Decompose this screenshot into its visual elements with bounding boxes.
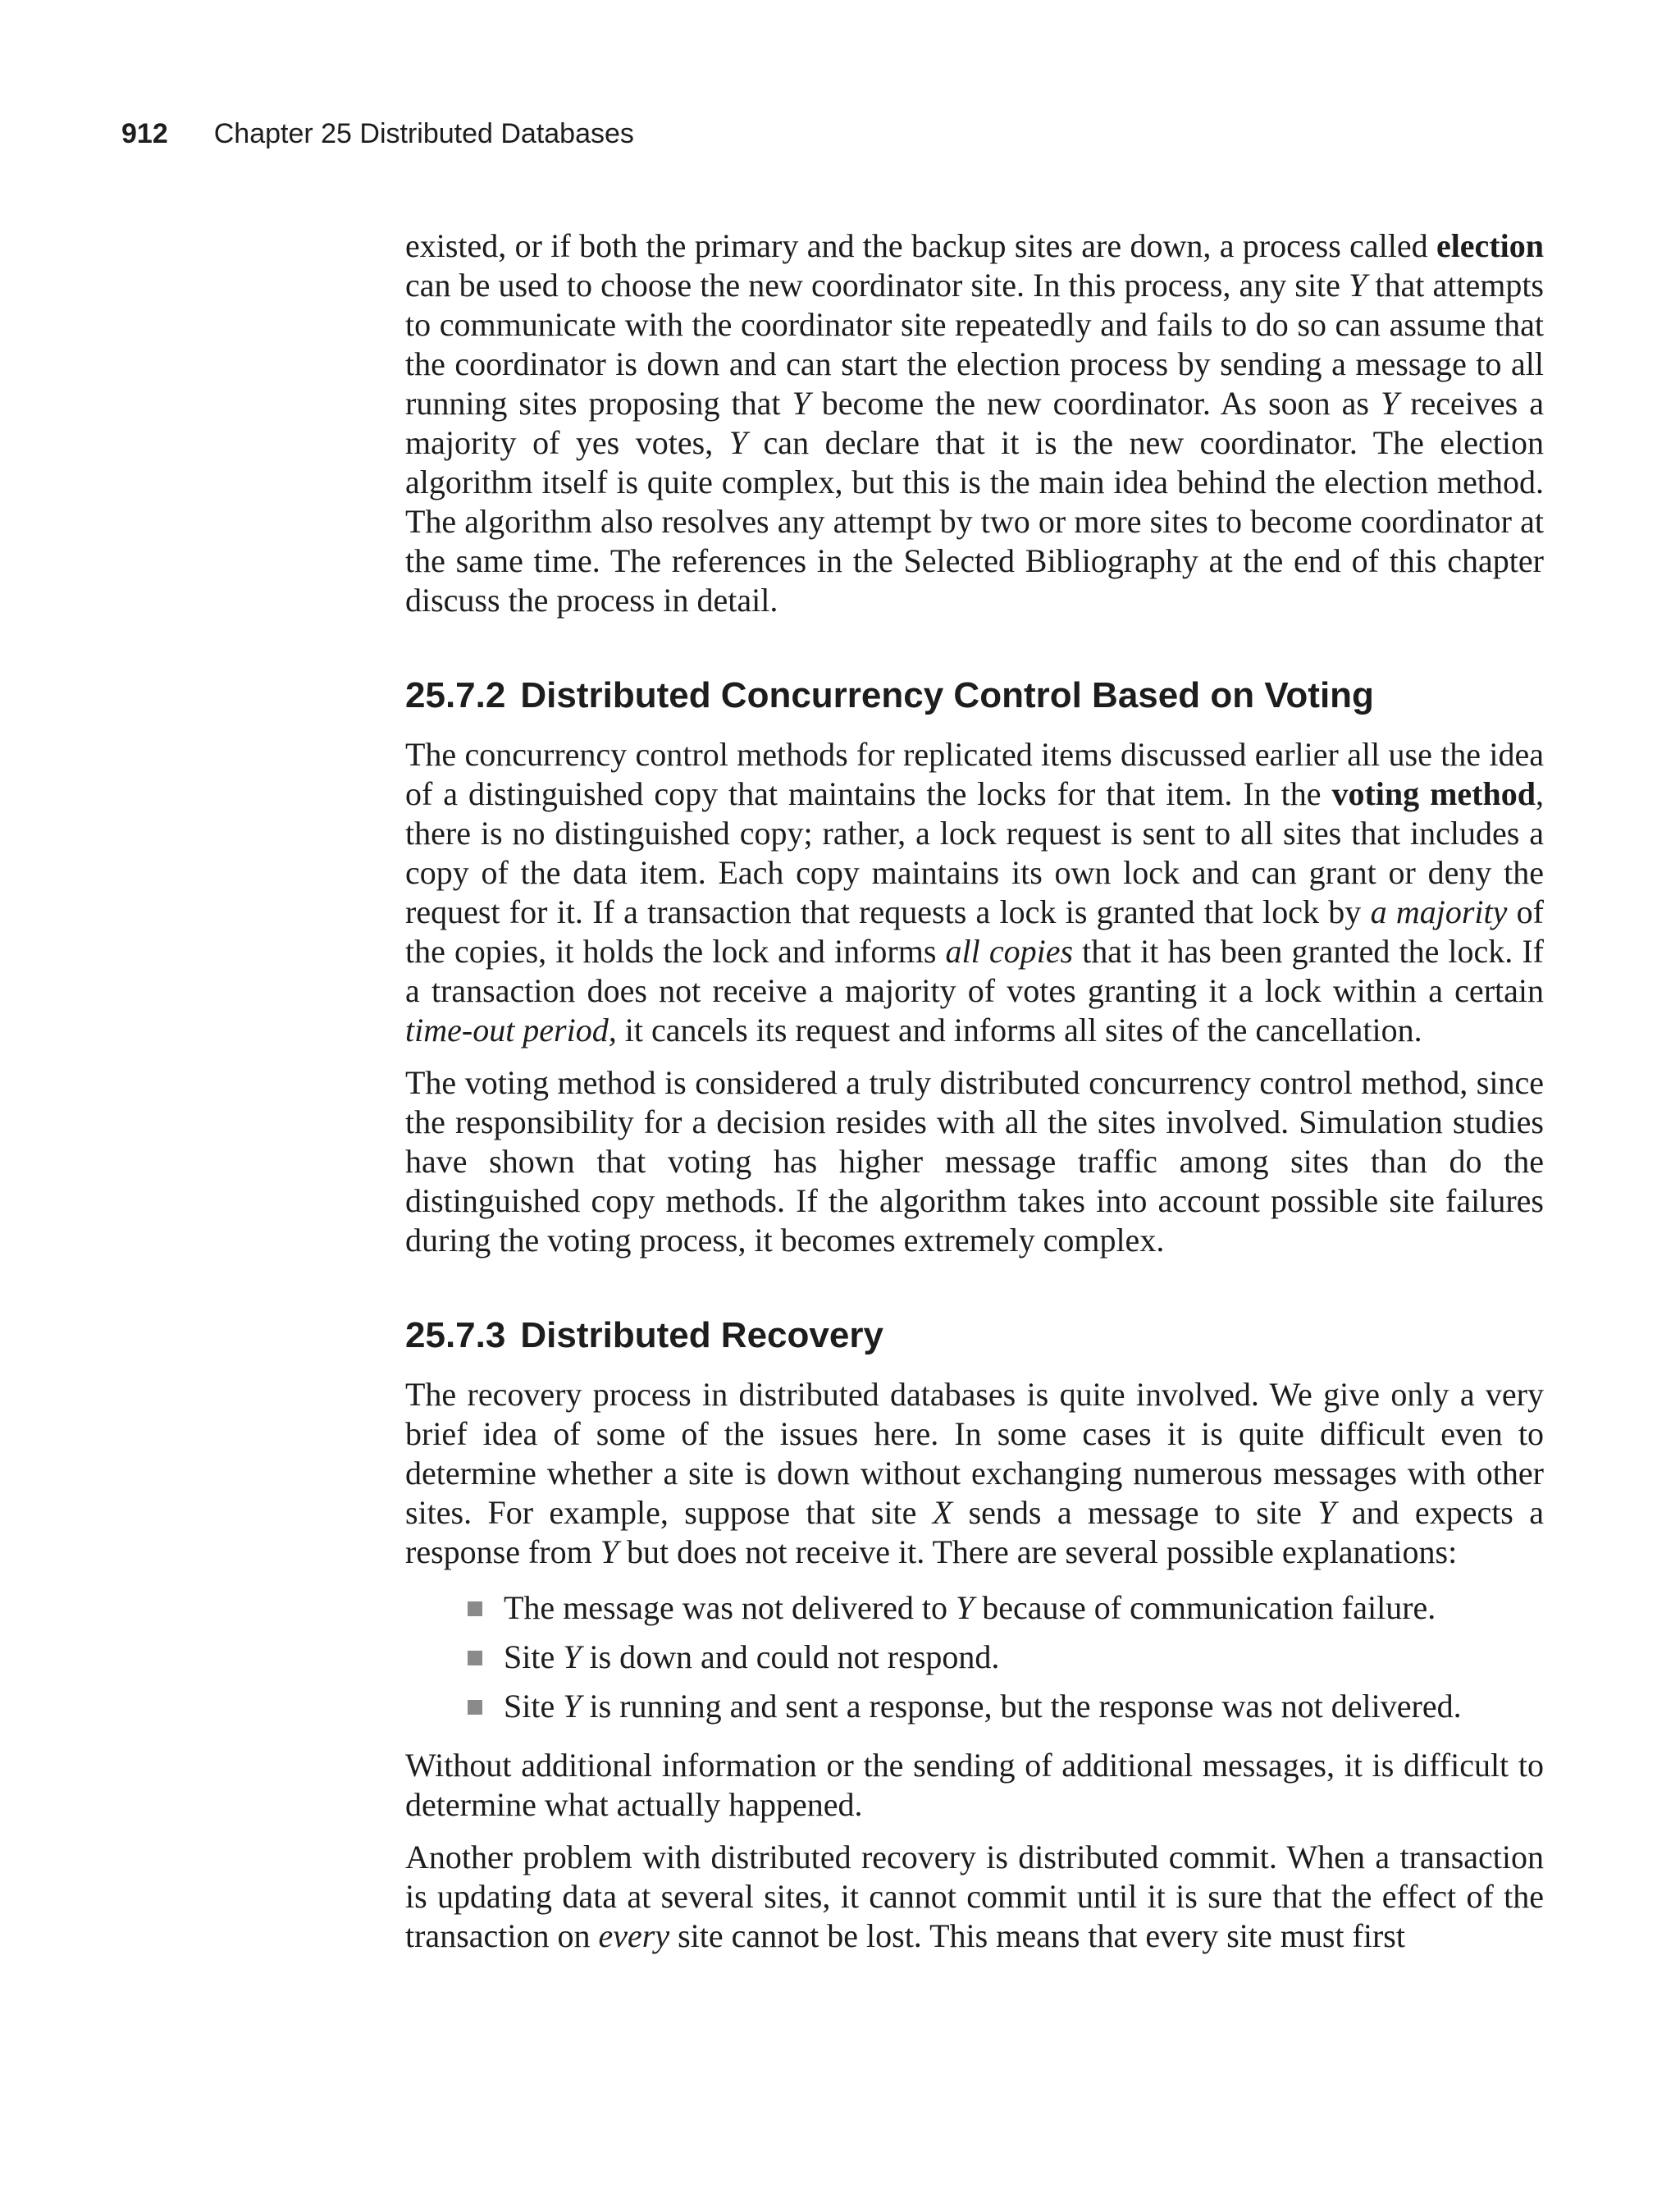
term-voting-method: voting method <box>1331 775 1536 812</box>
list-item: The message was not delivered to Y because of communication failure. <box>405 1583 1544 1633</box>
page-number: 912 <box>121 118 168 149</box>
section-heading-voting: 25.7.2 Distributed Concurrency Control Based on Voting <box>405 675 1374 715</box>
explanations-list <box>405 1583 1544 1731</box>
square-bullet-icon <box>468 1601 482 1616</box>
list-item: Site Y is running and sent a response, but the response was not delivered. <box>405 1682 1544 1731</box>
paragraph-election: existed, or if both the primary and the backup sites are down, a process called election can be used to choose the new coordinator site. In this process, any site Y that attempts to communicate with the coordinator site repeatedly and fails to do so can assume that the coordinator is down and can start the election process by sending a message to all running sites proposing that Y become the new coordinator. As soon as Y receives a majority of yes votes, Y can declare that it is the new coordinator. The election algorithm itself is quite complex, but this is the main idea behind the election method. The algorithm also resolves any attempt by two or more sites to become coordinator at the same time. The references in the Selected Bibliography at the end of this chapter discuss the process in detail. <box>405 227 1544 619</box>
paragraph-distributed-commit: Another problem with distributed recovery is distributed commit. When a transaction is updating data at several sites, it cannot commit until it is sure that the effect of the transaction on every site cannot be lost. This means that every site must first <box>405 1839 1544 1954</box>
square-bullet-icon <box>468 1700 482 1715</box>
paragraph-voting-method: The concurrency control methods for replicated items discussed earlier all use the idea of a distinguished copy that maintains the locks for that item. In the voting method, there is no distinguished copy; rather, a lock request is sent to all sites that includes a copy of the data item. Each copy maintains its own lock and can grant or deny the request for it. If a transaction that requests a lock is granted that lock by a majority of the copies, it holds the lock and informs all copies that it has been granted the lock. If a transaction does not receive a majority of votes granting it a lock within a certain time-out period, it cancels its request and informs all sites of the cancellation. <box>405 736 1545 1048</box>
paragraph-additional-info: Without additional information or the sending of additional messages, it is difficult to determine what actually happened. <box>405 1747 1544 1823</box>
running-header <box>121 117 634 150</box>
body-text <box>405 226 1544 1956</box>
paragraph-voting-complexity: The voting method is considered a truly distributed concurrency control method, since the responsibility for a decision resides with all the sites involved. Simulation studies have shown that voting has higher message traffic among sites than do the distinguished copy methods. If the algorithm takes into account possible site failures during the voting process, it becomes extremely complex. <box>405 1064 1544 1259</box>
list-item: Site Y is down and could not respond. <box>405 1633 1544 1682</box>
section-heading-recovery: 25.7.3 Distributed Recovery <box>405 1315 883 1355</box>
square-bullet-icon <box>468 1651 482 1665</box>
paragraph-recovery: The recovery process in distributed databases is quite involved. We give only a very brief idea of some of the issues here. In some cases it is quite difficult even to determine whether a site is down without exchanging numerous messages with other sites. For example, suppose that site X sends a message to site Y and expects a response from Y but does not receive it. There are several possible explanations: <box>405 1376 1544 1570</box>
chapter-title: Chapter 25 Distributed Databases <box>213 118 634 149</box>
term-election: election <box>1436 227 1544 264</box>
